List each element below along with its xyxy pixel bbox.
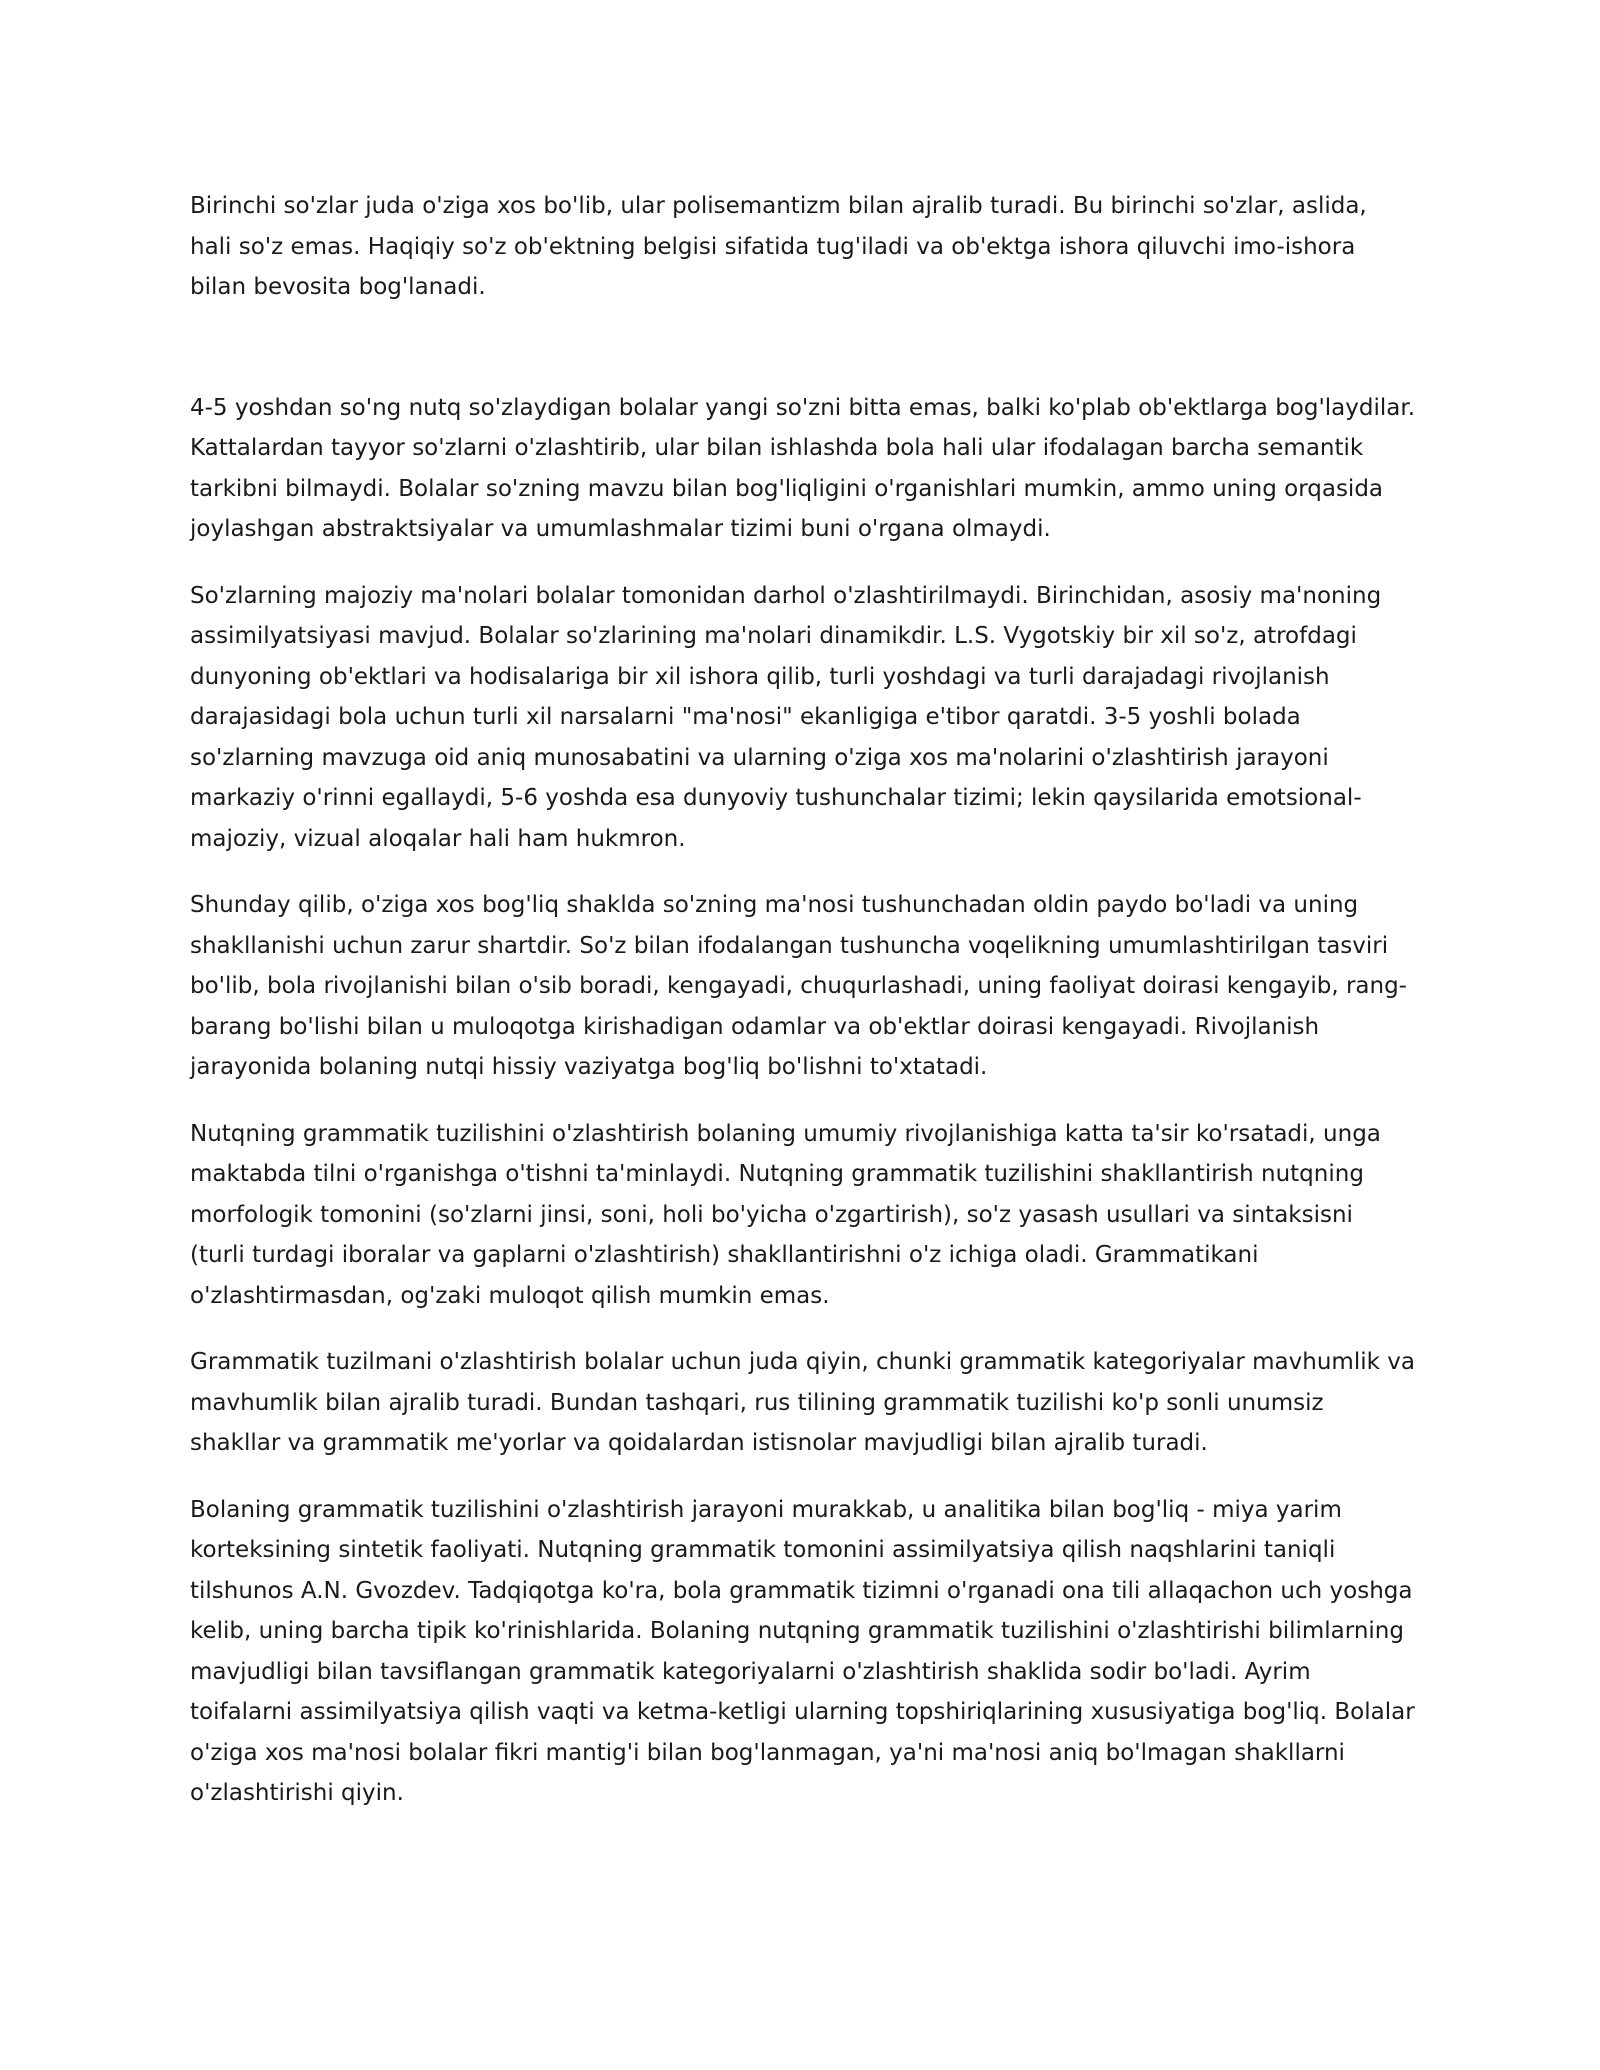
paragraph-4: Shunday qilib, o'ziga xos bog'liq shaklda so'zning ma'nosi tushunchadan oldin paydo bo'ladi va uning shakllanishi uchun zarur shartdir. So'z bilan ifodalangan tushuncha voqelikning umumlashtirilgan tasviri bo'lib, bola rivojlanishi bilan o'sib boradi, kengayadi, chuqurlashadi, uning faoliyat doirasi kengayib, rang-barang bo'lishi bilan u muloqotga kirishadigan odamlar va ob'ektlar doirasi kengayadi. Rivojlanish jarayonida bolaning nutqi hissiy vaziyatga bog'liq bo'lishni to'xtatadi. — [190, 892, 1407, 1080]
document-body — [190, 186, 1415, 1840]
paragraph-1: Birinchi so'zlar juda o'ziga xos bo'lib, ular polisemantizm bilan ajralib turadi. Bu birinchi so'zlar, aslida, hali so'z emas. Haqiqiy so'z ob'ektning belgisi sifatida tug'iladi va ob'ektga ishora qiluvchi imo-ishora bilan bevosita bog'lanadi. — [190, 193, 1367, 300]
paragraph-7: Bolaning grammatik tuzilishini o'zlashtirish jarayoni murakkab, u analitika bilan bog'liq - miya yarim korteksining sintetik faoliyati. Nutqning grammatik tomonini assimilyatsiya qilish naqshlarini taniqli tilshunos A.N. Gvozdev. Tadqiqotga ko'ra, bola grammatik tizimni o'rganadi ona tili allaqachon uch yoshga kelib, uning barcha tipik ko'rinishlarida. Bolaning nutqning grammatik tuzilishini o'zlashtirishi bilimlarning mavjudligi bilan tavsiflangan grammatik kategoriyalarni o'zlashtirish shaklida sodir bo'ladi. Ayrim toifalarni assimilyatsiya qilish vaqti va ketma-ketligi ularning topshiriqlarining xususiyatiga bog'liq. Bolalar o'ziga xos ma'nosi bolalar fikri mantig'i bilan bog'lanmagan, ya'ni ma'nosi aniq bo'lmagan shakllarni o'zlashtirishi qiyin. — [190, 1496, 1415, 1806]
paragraph-5: Nutqning grammatik tuzilishini o'zlashtirish bolaning umumiy rivojlanishiga katta ta'sir ko'rsatadi, unga maktabda tilni o'rganishga o'tishni ta'minlaydi. Nutqning grammatik tuzilishini shakllantirish nutqning morfologik tomonini (so'zlarni jinsi, soni, holi bo'yicha o'zgartirish), so'z yasash usullari va sintaksisni (turli turdagi iboralar va gaplarni o'zlashtirish) shakllantirishni o'z ichiga oladi. Grammatikani o'zlashtirmasdan, og'zaki muloqot qilish mumkin emas. — [190, 1120, 1381, 1309]
paragraph-3: So'zlarning majoziy ma'nolari bolalar tomonidan darhol o'zlashtirilmaydi. Birinchidan, asosiy ma'noning assimilyatsiyasi mavjud. Bolalar so'zlarining ma'nolari dinamikdir. L.S. Vygotskiy bir xil so'z, atrofdagi dunyoning ob'ektlari va hodisalariga bir xil ishora qilib, turli yoshdagi va turli darajadagi rivojlanish darajasidagi bola uchun turli xil narsalarni "ma'nosi" ekanligiga e'tibor qaratdi. 3-5 yoshli bolada so'zlarning mavzuga oid aniq munosabatini va ularning o'ziga xos ma'nolarini o'zlashtirish jarayoni markaziy o'rinni egallaydi, 5-6 yoshda esa dunyoviy tushunchalar tizimi; lekin qaysilarida emotsional-majoziy, vizual aloqalar hali ham hukmron. — [190, 582, 1382, 852]
paragraph-6: Grammatik tuzilmani o'zlashtirish bolalar uchun juda qiyin, chunki grammatik kategoriyalar mavhumlik va mavhumlik bilan ajralib turadi. Bundan tashqari, rus tilining grammatik tuzilishi ko'p sonli unumsiz shakllar va grammatik me'yorlar va qoidalardan istisnolar mavjudligi bilan ajralib turadi. — [190, 1349, 1415, 1456]
paragraph-2: 4-5 yoshdan so'ng nutq so'zlaydigan bolalar yangi so'zni bitta emas, balki ko'plab ob'ektlarga bog'laydilar. Kattalardan tayyor so'zlarni o'zlashtirib, ular bilan ishlashda bola hali ular ifodalagan barcha semantik tarkibni bilmaydi. Bolalar so'zning mavzu bilan bog'liqligini o'rganishlari mumkin, ammo uning orqasida joylashgan abstraktsiyalar va umumlashmalar tizimi buni o'rgana olmaydi. — [190, 394, 1416, 542]
